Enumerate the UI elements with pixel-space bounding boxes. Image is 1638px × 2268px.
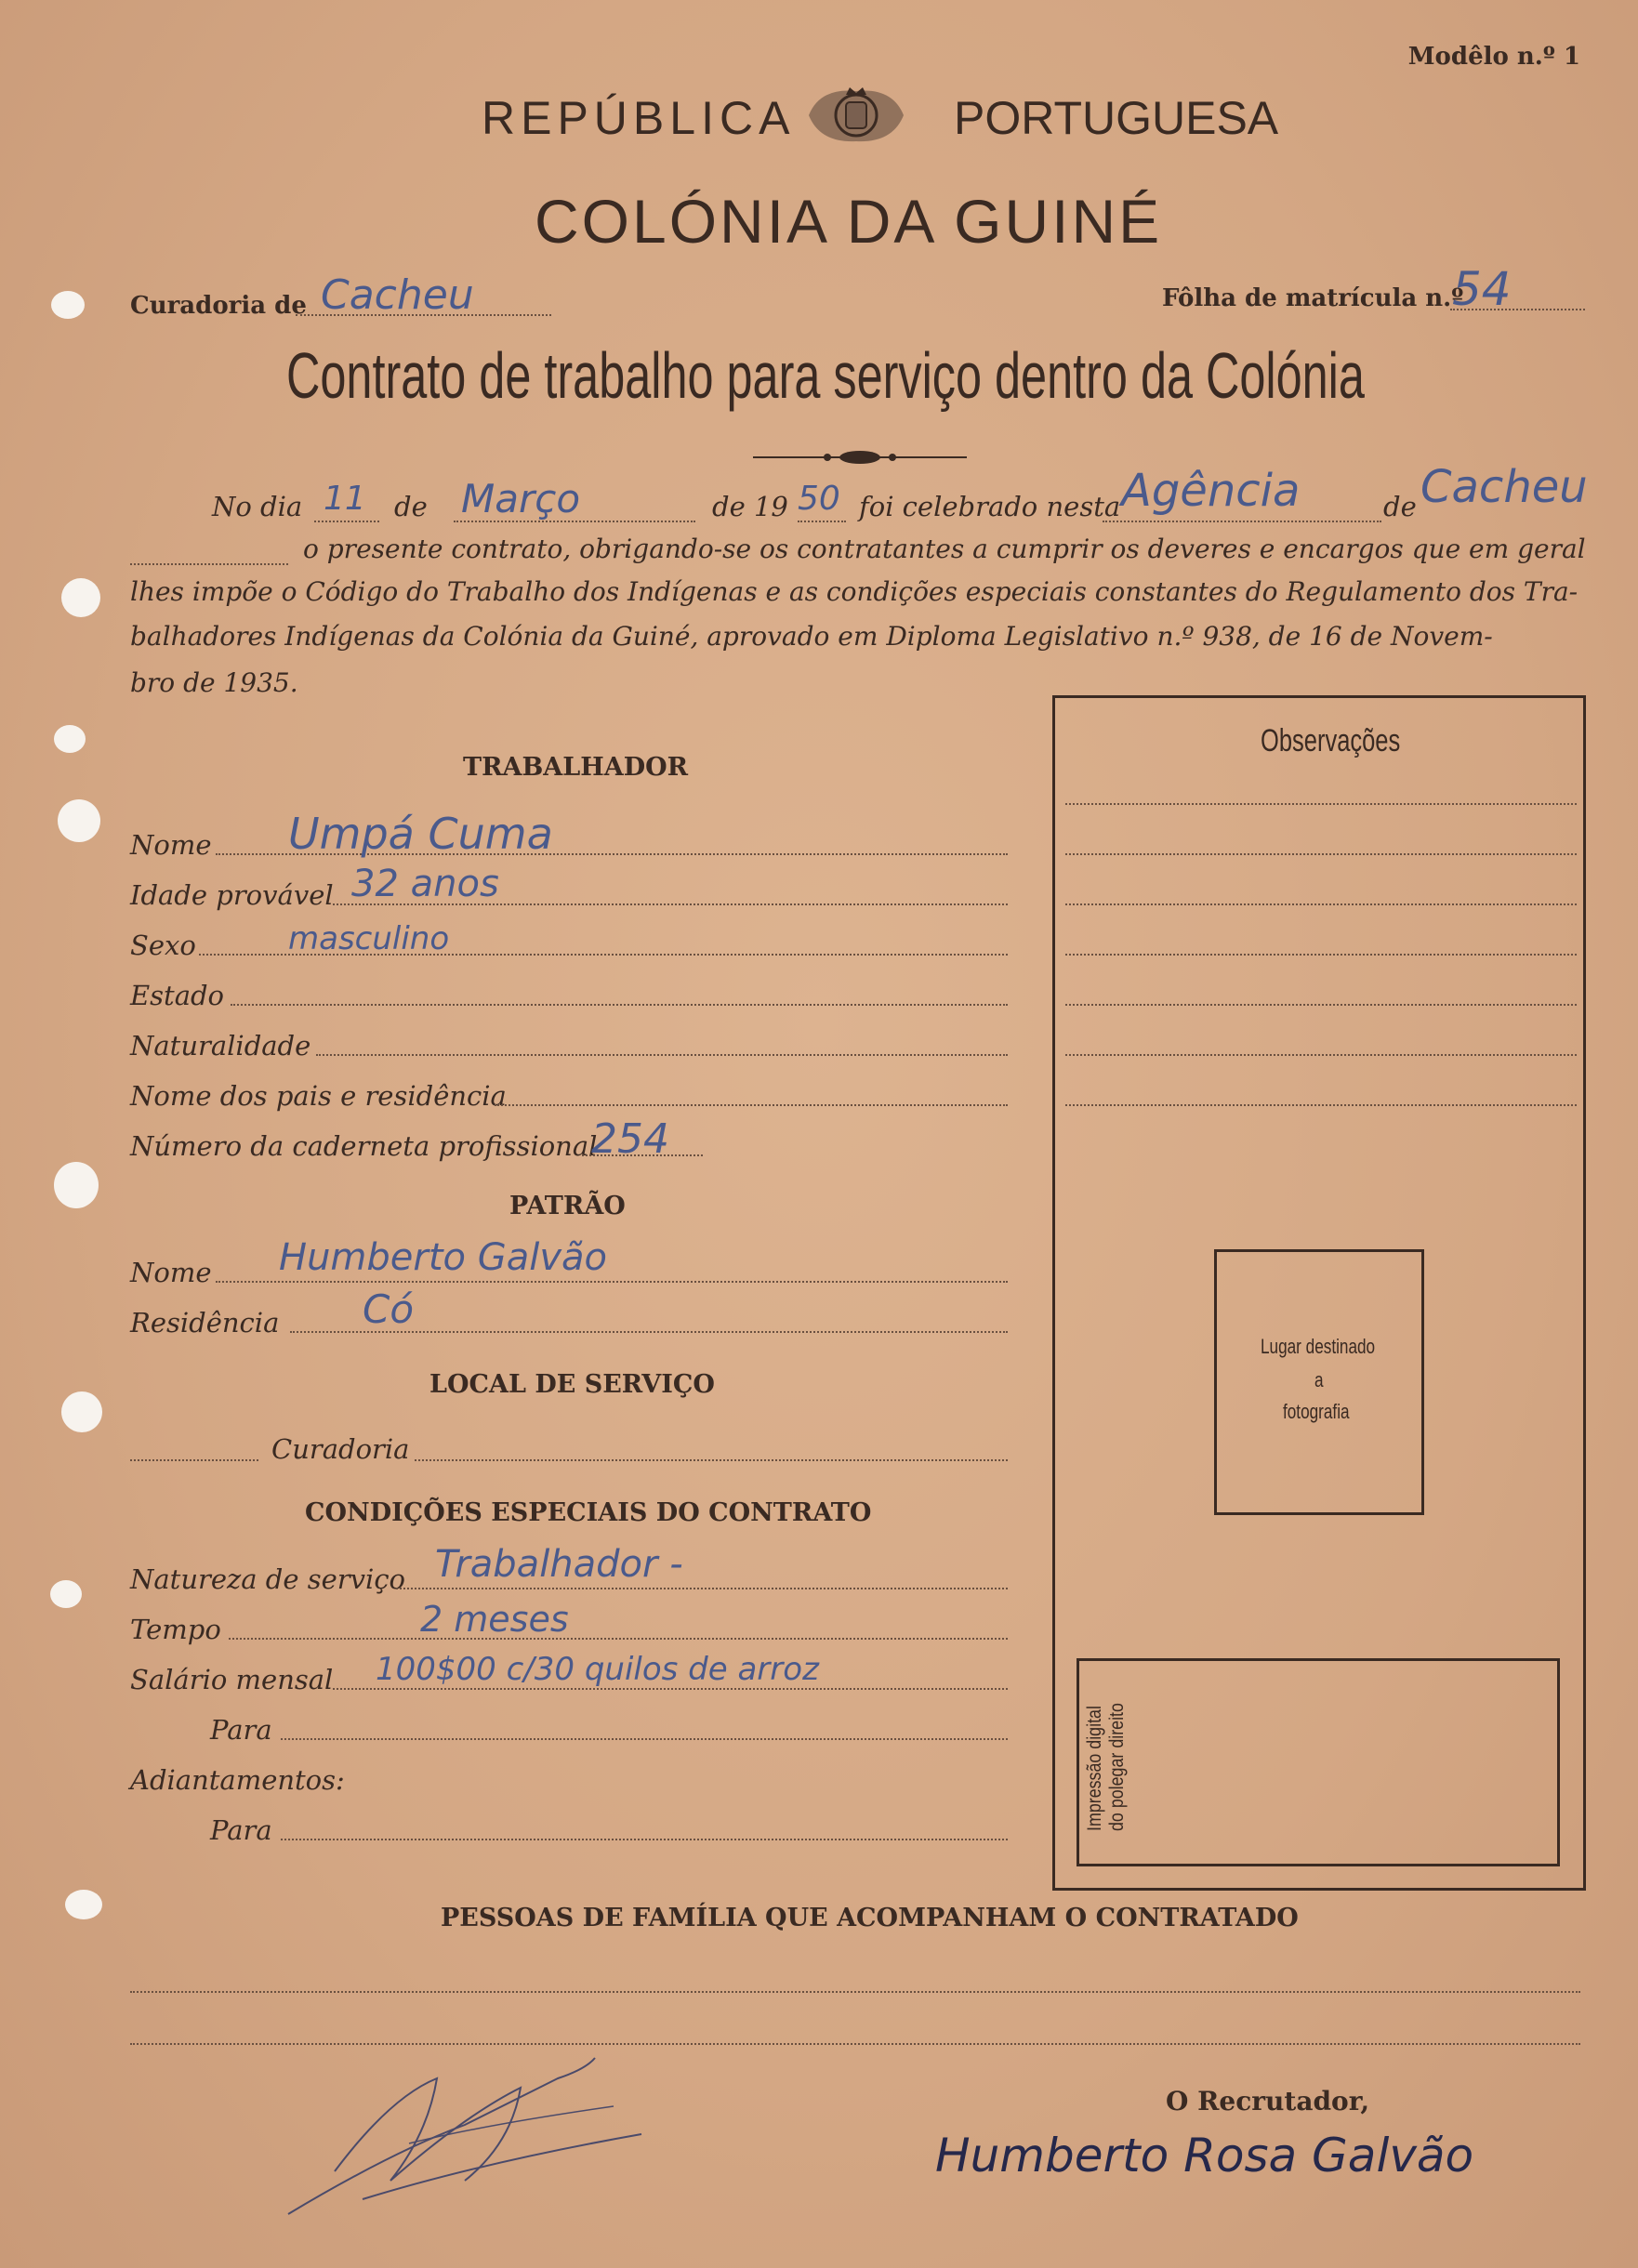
folha-label: Fôlha de matrícula n.º xyxy=(1162,284,1464,312)
binder-hole xyxy=(58,799,100,842)
employer-residence-value: Có xyxy=(363,1286,415,1332)
service-heading: LOCAL DE SERVIÇO xyxy=(429,1370,715,1399)
intro-place: Agência xyxy=(1121,465,1301,517)
folha-value: 54 xyxy=(1452,262,1512,316)
salary-line xyxy=(333,1688,1008,1690)
day-line xyxy=(314,521,379,522)
thumbprint-label-1: Impressão digital xyxy=(1084,1706,1105,1831)
term-label: Tempo xyxy=(130,1614,221,1645)
ornament-divider xyxy=(753,446,967,468)
observations-line xyxy=(1065,803,1577,805)
coat-of-arms-icon xyxy=(801,82,911,149)
employer-residence-label: Residência xyxy=(130,1307,280,1338)
intro-year: 50 xyxy=(798,480,840,518)
intro-month: Março xyxy=(461,476,581,521)
republic-left: REPÚBLICA xyxy=(482,92,796,144)
term-value: 2 meses xyxy=(420,1599,569,1640)
conditions-heading: CONDIÇÕES ESPECIAIS DO CONTRATO xyxy=(305,1498,872,1527)
employer-heading: PATRÃO xyxy=(509,1192,626,1220)
service-nature-line xyxy=(396,1588,1008,1589)
intro-text-1: No dia xyxy=(212,491,303,522)
service-nature-label: Natureza de serviço xyxy=(130,1563,406,1595)
thumbprint-box xyxy=(1077,1658,1560,1866)
intro-text-5: de xyxy=(1383,491,1417,522)
recruiter-label: O Recrutador, xyxy=(1166,2086,1370,2116)
binder-hole xyxy=(61,578,100,617)
observations-line xyxy=(1065,853,1577,855)
intro-line-2: o presente contrato, obrigando-se os contratantes a cumprir os deveres e encargos que em geral xyxy=(303,534,1586,564)
observations-title: Observações xyxy=(1261,723,1401,758)
intro-line-4: balhadores Indígenas da Colónia da Guiné, aprovado em Diploma Legislativo n.º 938, de 16 de Novem- xyxy=(130,621,1493,652)
intro-day: 11 xyxy=(324,480,366,518)
intro-text-3: de 19 xyxy=(712,491,788,522)
worker-status-label: Estado xyxy=(130,980,225,1011)
republic-right: PORTUGUESA xyxy=(954,92,1279,144)
worker-status-line xyxy=(231,1004,1008,1006)
binder-hole xyxy=(54,1162,99,1208)
photo-label-3: fotografia xyxy=(1283,1400,1350,1423)
employer-name-line xyxy=(216,1281,1008,1283)
para-line-1 xyxy=(281,1738,1008,1740)
worker-birthplace-line xyxy=(316,1054,1008,1056)
binder-hole xyxy=(51,291,85,319)
observations-line xyxy=(1065,954,1577,956)
intro-blank-line xyxy=(130,563,288,565)
worker-birthplace-label: Naturalidade xyxy=(130,1030,311,1061)
worker-name-label: Nome xyxy=(130,829,212,861)
worker-parents-label: Nome dos pais e residência xyxy=(130,1080,507,1112)
worker-heading: TRABALHADOR xyxy=(463,753,689,782)
service-nature-value: Trabalhador - xyxy=(435,1543,683,1586)
salary-value: 100$00 c/30 quilos de arroz xyxy=(376,1651,819,1688)
worker-parents-line xyxy=(495,1104,1008,1106)
intro-place2: Cacheu xyxy=(1420,461,1588,513)
binder-hole xyxy=(65,1890,102,1919)
family-heading: PESSOAS DE FAMÍLIA QUE ACOMPANHAM O CONTRATADO xyxy=(441,1904,1299,1932)
family-line-1 xyxy=(130,1991,1580,1993)
worker-booklet-value: 254 xyxy=(591,1115,669,1163)
binder-hole xyxy=(61,1391,102,1432)
curadoria-value: Cacheu xyxy=(321,271,474,319)
recruiter-signature: Humberto Rosa Galvão xyxy=(935,2129,1474,2182)
binder-hole xyxy=(54,725,86,753)
binder-hole xyxy=(50,1580,82,1608)
place-line xyxy=(1103,521,1381,522)
intro-text-4: foi celebrado nesta xyxy=(859,491,1121,522)
service-curadoria-label: Curadoria xyxy=(271,1433,410,1465)
thumbprint-label-2: do polegar direito xyxy=(1106,1703,1128,1831)
salary-label: Salário mensal xyxy=(130,1664,334,1695)
colony-title: COLÓNIA DA GUINÉ xyxy=(535,187,1163,256)
observations-line xyxy=(1065,1004,1577,1006)
intro-line-3: lhes impõe o Código do Trabalho dos Indígenas e as condições especiais constantes do Regulamento dos Tra- xyxy=(130,576,1579,607)
model-number: Modêlo n.º 1 xyxy=(1407,43,1580,71)
service-line-right xyxy=(415,1459,1008,1461)
observations-line xyxy=(1065,1104,1577,1106)
worker-sex-value: masculino xyxy=(288,920,450,957)
year-line xyxy=(798,521,846,522)
worker-age-label: Idade provável xyxy=(130,879,334,911)
curadoria-label: Curadoria de xyxy=(130,292,307,320)
intro-line-5: bro de 1935. xyxy=(130,667,298,698)
observations-line xyxy=(1065,1054,1577,1056)
worker-booklet-label: Número da caderneta profissional xyxy=(130,1130,598,1162)
worker-age-value: 32 anos xyxy=(351,863,499,905)
contract-title: Contrato de trabalho para serviço dentro da Colónia xyxy=(286,339,1365,412)
handwritten-signature-mark xyxy=(279,2041,669,2227)
advances-label: Adiantamentos: xyxy=(130,1764,345,1796)
service-line-left xyxy=(130,1459,258,1461)
intro-text-2: de xyxy=(394,491,428,522)
para-line-2 xyxy=(281,1839,1008,1840)
thumbprint-label xyxy=(1084,1703,1129,1831)
employer-name-value: Humberto Galvão xyxy=(279,1236,607,1279)
worker-name-value: Umpá Cuma xyxy=(288,809,553,859)
worker-sex-label: Sexo xyxy=(130,930,196,961)
para-label-2: Para xyxy=(210,1814,272,1846)
photo-label-1: Lugar destinado xyxy=(1261,1335,1376,1358)
employer-name-label: Nome xyxy=(130,1257,212,1288)
para-label-1: Para xyxy=(210,1714,272,1746)
term-line xyxy=(229,1638,1008,1640)
photo-label-2: a xyxy=(1314,1368,1324,1391)
observations-line xyxy=(1065,903,1577,905)
